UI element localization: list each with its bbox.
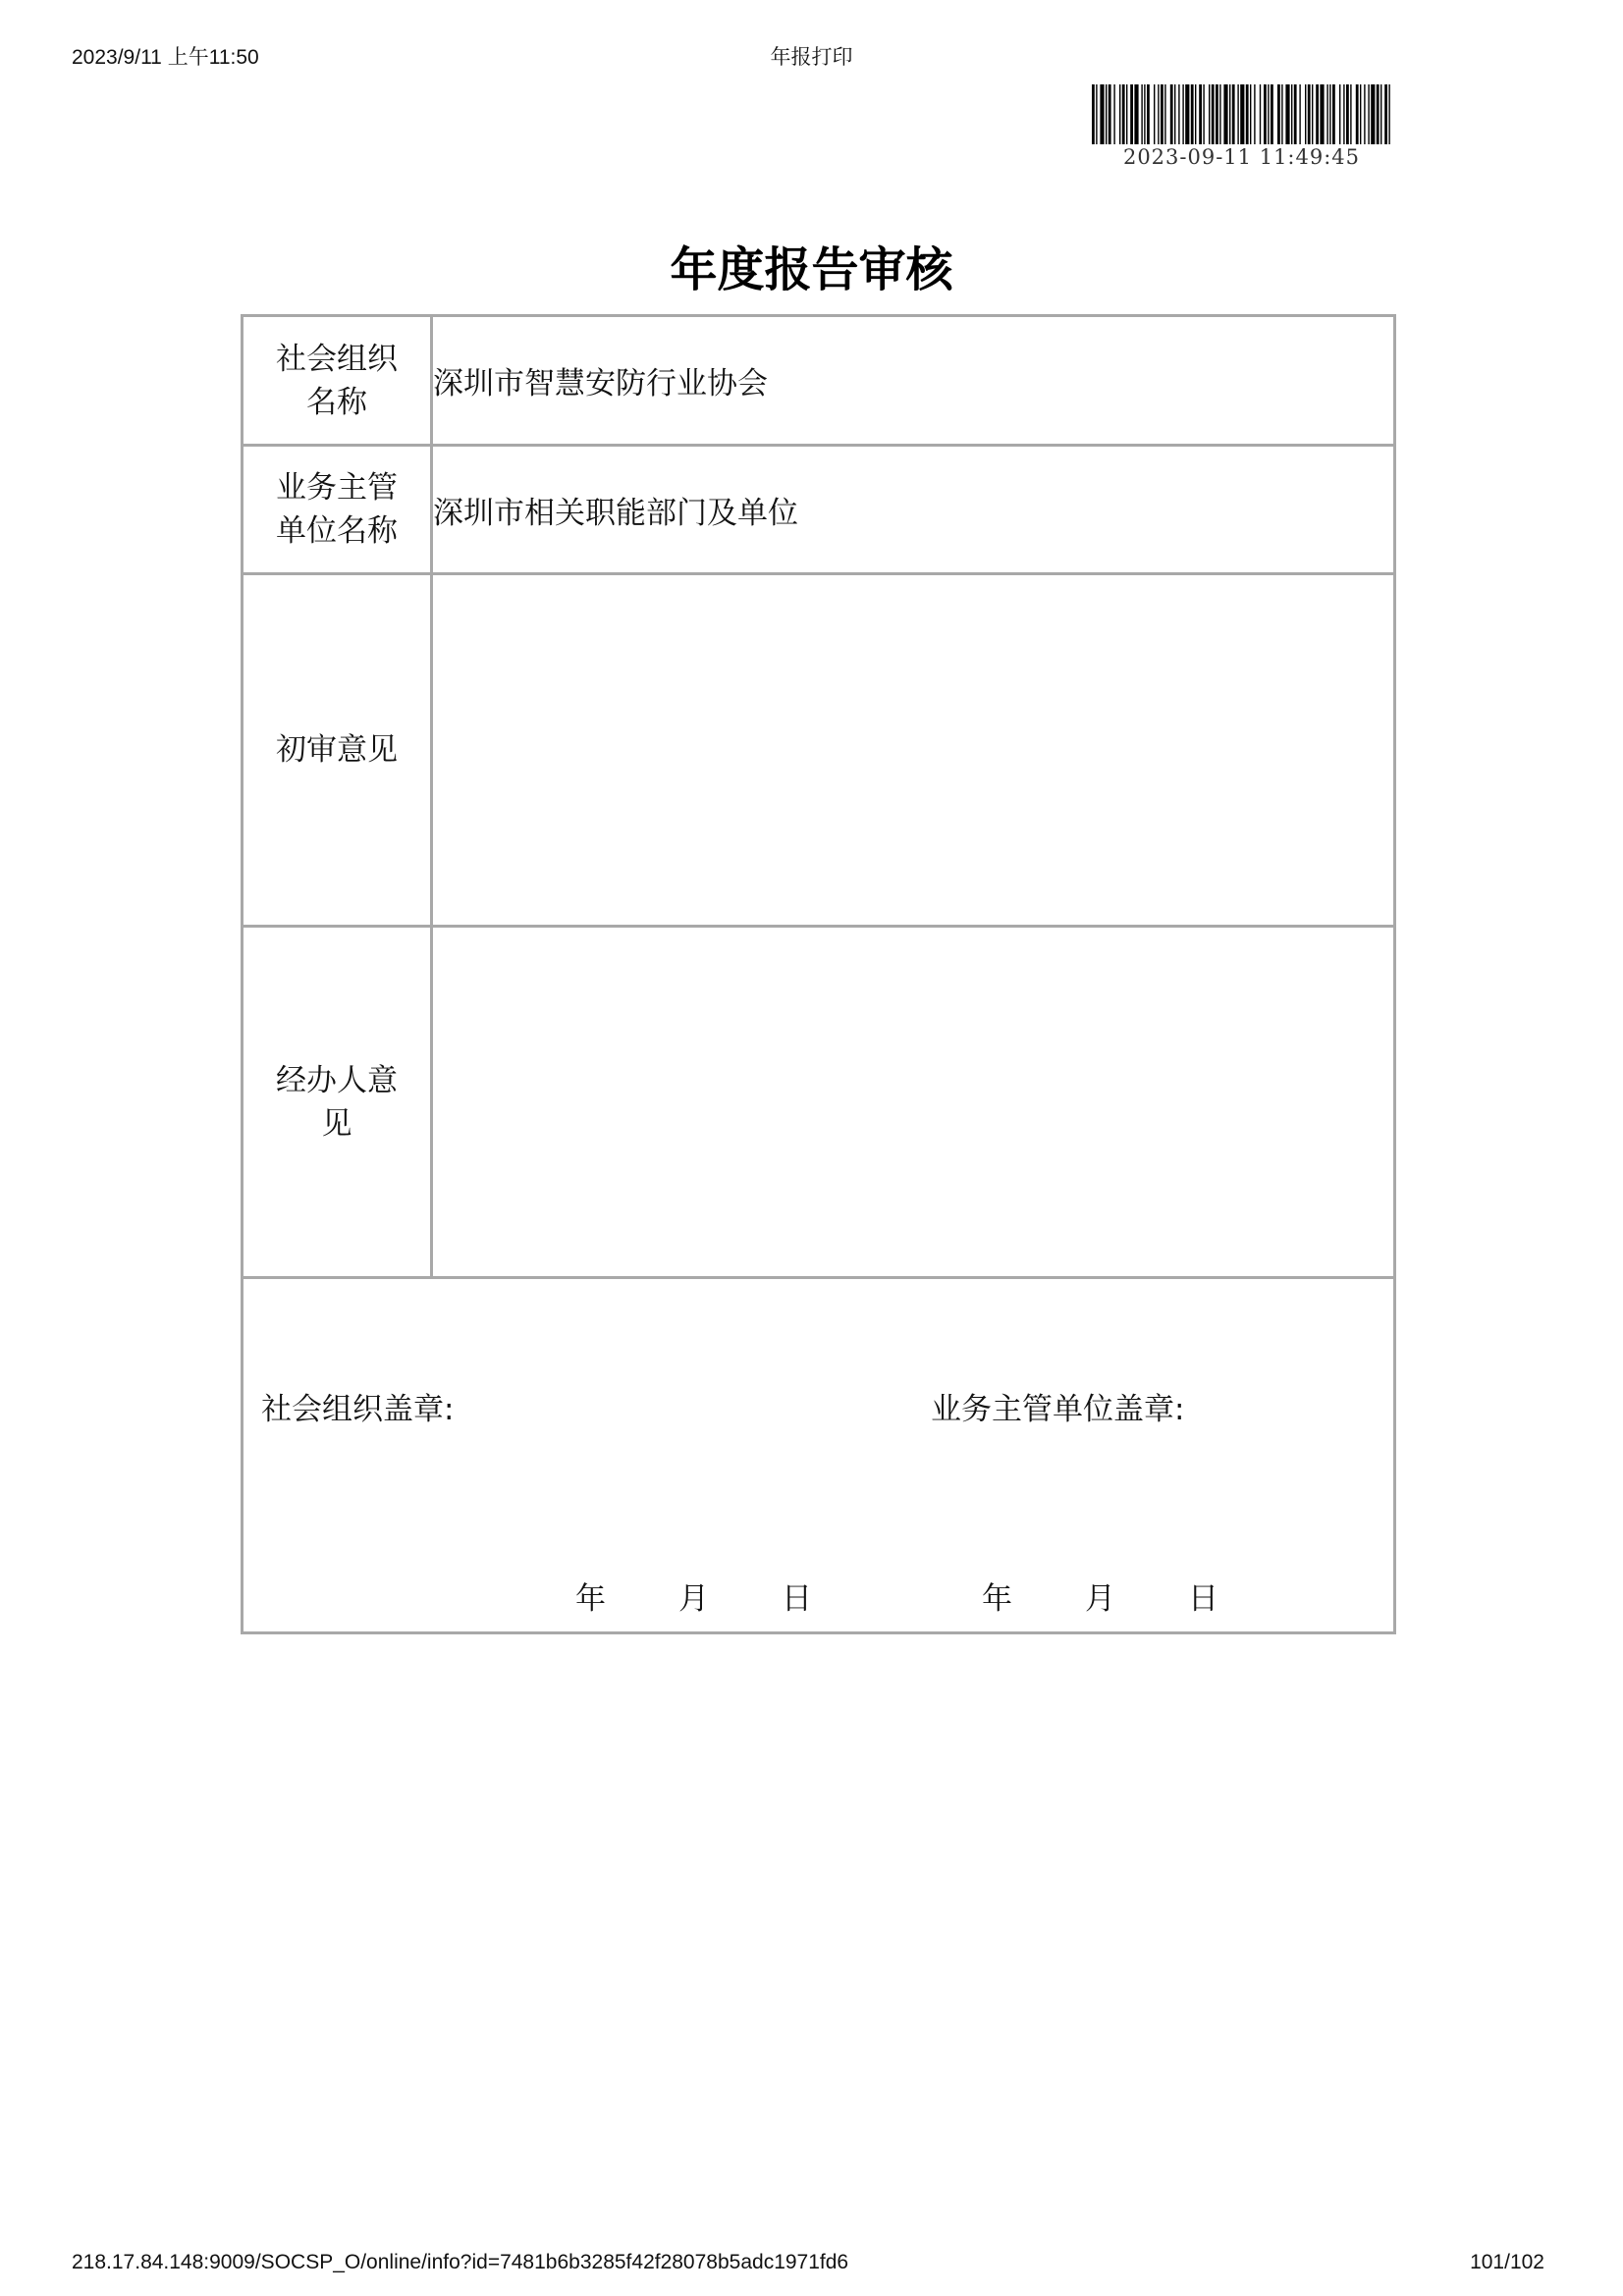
org-name-value: 深圳市智慧安防行业协会	[432, 316, 1395, 446]
supervisor-unit-label-line1: 业务主管	[276, 470, 398, 506]
org-seal-label: 社会组织盖章:	[261, 1392, 455, 1427]
page-number: 101/102	[1470, 2251, 1544, 2273]
preliminary-review-label: 初审意见	[243, 574, 432, 927]
form-row-org-name	[243, 316, 1395, 446]
handler-opinion-label-line1: 经办人意	[276, 1062, 398, 1098]
supervisor-seal-label: 业务主管单位盖章:	[931, 1392, 1185, 1427]
form-row-seals	[243, 1278, 1395, 1633]
supervisor-unit-label-line2: 单位名称	[276, 513, 398, 549]
supervisor-seal-day: 日	[1188, 1581, 1218, 1617]
handler-opinion-value	[432, 927, 1395, 1278]
supervisor-seal-month: 月	[1085, 1581, 1115, 1617]
barcode-timestamp: 2023-09-11 11:49:45	[1122, 145, 1361, 169]
supervisor-unit-label	[243, 446, 432, 574]
seal-section	[243, 1278, 1395, 1633]
org-seal-month: 月	[678, 1581, 709, 1617]
org-seal-year: 年	[575, 1581, 606, 1617]
form-row-supervisor-unit	[243, 446, 1395, 574]
print-title: 年报打印	[770, 46, 853, 69]
handler-opinion-label-line2: 见	[321, 1105, 352, 1142]
barcode	[1092, 84, 1391, 144]
document-title: 年度报告审核	[670, 242, 953, 297]
handler-opinion-label	[243, 927, 432, 1278]
preliminary-review-value	[432, 574, 1395, 927]
supervisor-seal-year: 年	[982, 1581, 1012, 1617]
form-row-handler-opinion	[243, 927, 1395, 1278]
form-row-preliminary-review	[243, 574, 1395, 927]
page-url: 218.17.84.148:9009/SOCSP_O/online/info?id=7481b6b3285f42f28078b5adc1971fd6	[72, 2251, 849, 2273]
print-datetime: 2023/9/11 上午11:50	[72, 46, 259, 69]
org-name-label-line1: 社会组织	[276, 341, 398, 377]
org-name-label-line2: 名称	[306, 384, 367, 420]
supervisor-unit-value: 深圳市相关职能部门及单位	[432, 446, 1395, 574]
org-name-label	[243, 316, 432, 446]
review-form	[241, 314, 1396, 1634]
org-seal-day: 日	[782, 1581, 812, 1617]
